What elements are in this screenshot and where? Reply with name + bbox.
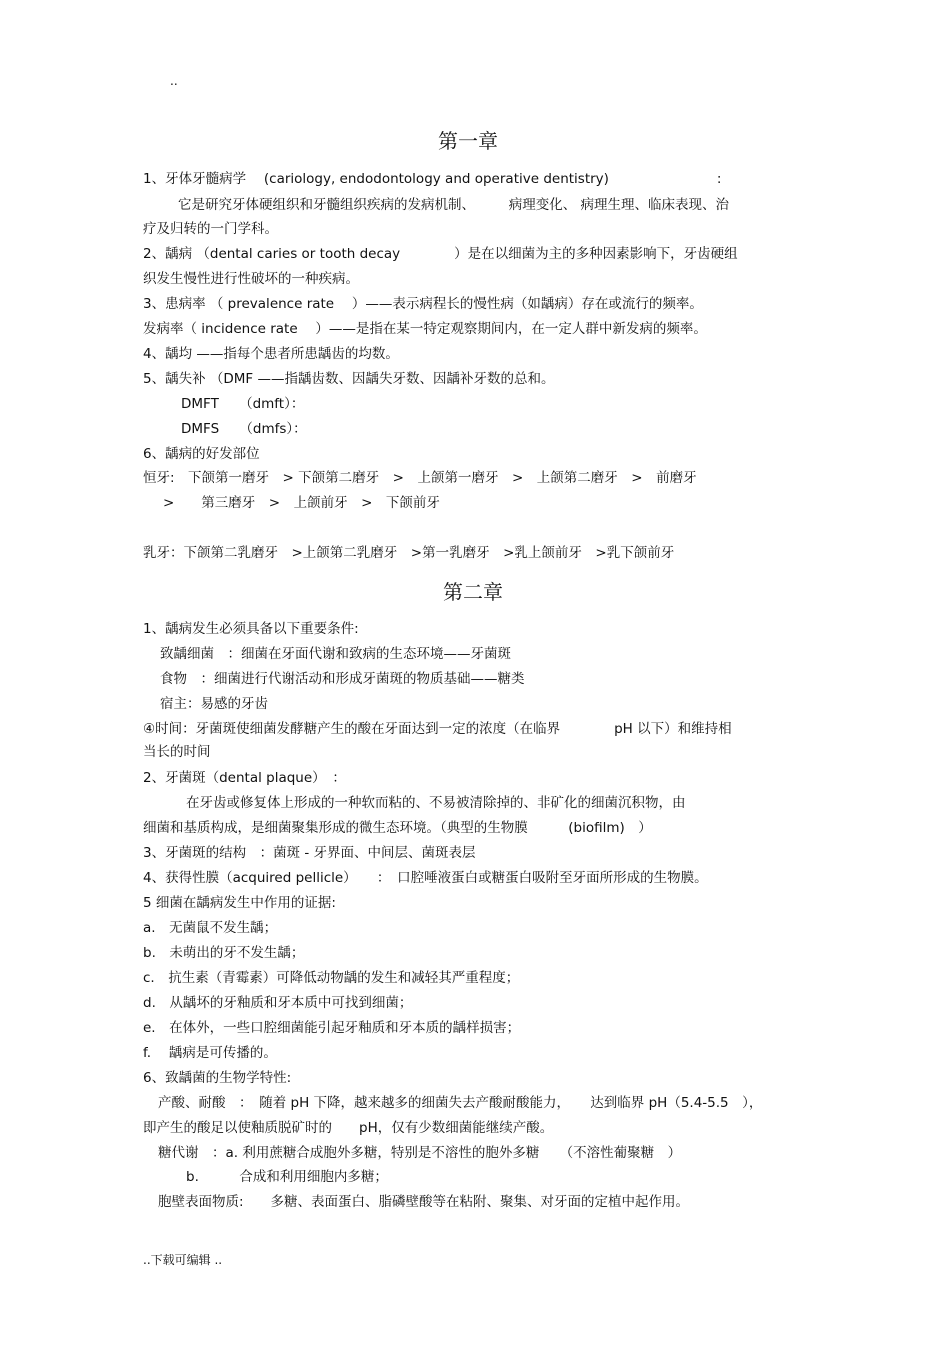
footer-text: ..下载可编辑 .. [143, 1253, 223, 1267]
ch2-line-22: 糖代谢 ：a. 利用蔗糖合成胞外多糖，特别是不溶性的胞外多糖 （不溶性葡聚糖 ） [158, 1145, 682, 1161]
ch2-line-9: 细菌和基质构成，是细菌聚集形成的微生态环境。（典型的生物膜 (biofilm) ） [143, 820, 652, 836]
ch2-line-1: 1、龋病发生必须具备以下重要条件: [143, 621, 359, 637]
ch2-line-13: a. 无菌鼠不发生龋； [143, 920, 278, 936]
ch2-line-14: b. 未萌出的牙不发生龋； [143, 945, 305, 961]
ch2-line-3: 食物 ：细菌进行代谢活动和形成牙菌斑的物质基础——糖类 [160, 671, 525, 687]
ch2-line-12: 5 细菌在龋病发生中作用的证据: [143, 895, 336, 911]
chapter-2-title: 第二章 [443, 580, 503, 604]
ch2-line-24: 胞壁表面物质: 多糖、表面蛋白、脂磷壁酸等在粘附、聚集、对牙面的定植中起作用。 [158, 1194, 690, 1210]
ch1-line-9: 5、龋失补 （DMF ——指龋齿数、因龋失牙数、因龋补牙数的总和。 [143, 371, 555, 387]
ch2-line-5: ④时间：牙菌斑使细菌发酵糖产生的酸在牙面达到一定的浓度（在临界 pH 以下）和维持相 [143, 721, 732, 737]
ch2-line-6: 当长的时间 [143, 744, 211, 760]
ch2-line-18: f. 龋病是可传播的。 [143, 1045, 277, 1061]
ch1-line-5: 织发生慢性进行性破坏的一种疾病。 [143, 271, 359, 287]
ch2-line-17: e. 在体外，一些口腔细菌能引起牙釉质和牙本质的龋样损害； [143, 1020, 521, 1036]
ch1-line-6: 3、患病率 （ prevalence rate ）——表示病程长的慢性病（如龋病）存在或流行的频率。 [143, 296, 703, 312]
ch2-line-19: 6、致龋菌的生物学特性: [143, 1070, 292, 1086]
header-mark: .. [170, 74, 178, 88]
ch2-line-21: 即产生的酸足以使釉质脱矿时的 pH，仅有少数细菌能继续产酸。 [143, 1120, 554, 1136]
ch2-line-2: 致龋细菌 ：细菌在牙面代谢和致病的生态环境——牙菌斑 [160, 646, 511, 662]
ch1-line-7: 发病率（ incidence rate ）——是指在某一特定观察期间内，在一定人群中新发病的频率。 [143, 321, 707, 337]
chapter-1-title: 第一章 [438, 129, 498, 153]
ch2-line-15: c. 抗生素（青霉素）可降低动物龋的发生和减轻其严重程度； [143, 970, 520, 986]
ch1-line-14: > 第三磨牙 > 上颌前牙 > 下颌前牙 [163, 495, 440, 511]
ch2-line-16: d. 从龋坏的牙釉质和牙本质中可找到细菌； [143, 995, 413, 1011]
ch1-line-3: 疗及归转的一门学科。 [143, 221, 278, 237]
ch1-line-2: 它是研究牙体硬组织和牙髓组织疾病的发病机制、 病理变化、 病理生理、临床表现、治 [178, 197, 730, 213]
ch1-line-10: DMFT （dmft）： [181, 396, 305, 412]
ch2-line-23: b. 合成和利用细胞内多糖； [186, 1169, 388, 1185]
ch2-line-20: 产酸、耐酸 ： 随着 pH 下降，越来越多的细菌失去产酸耐酸能力， 达到临界 pH（5.4-5.5 ）， [158, 1095, 763, 1111]
ch2-line-10: 3、牙菌斑的结构 ：菌斑 - 牙界面、中间层、菌斑表层 [143, 845, 476, 861]
ch1-line-15: 乳牙：下颌第二乳磨牙 >上颌第二乳磨牙 >第一乳磨牙 >乳上颌前牙 >乳下颌前牙 [143, 545, 675, 561]
ch1-line-8: 4、龋均 ——指每个患者所患龋齿的均数。 [143, 346, 399, 362]
ch1-line-13: 恒牙: 下颌第一磨牙 > 下颌第二磨牙 > 上颌第一磨牙 > 上颌第二磨牙 > 前磨牙 [143, 470, 697, 486]
ch1-line-11: DMFS （dmfs）： [181, 421, 307, 437]
ch2-line-4: 宿主：易感的牙齿 [160, 696, 268, 712]
ch1-line-12: 6、龋病的好发部位 [143, 446, 260, 462]
ch1-line-1: 1、牙体牙髓病学 (cariology, endodontology and operative dentistry) : [143, 171, 722, 187]
ch2-line-8: 在牙齿或修复体上形成的一种软而粘的、不易被清除掉的、非矿化的细菌沉积物，由 [186, 795, 686, 811]
ch1-line-4: 2、龋病 （dental caries or tooth decay ）是在以细菌为主的多种因素影响下，牙齿硬组 [143, 246, 738, 262]
ch2-line-7: 2、牙菌斑（dental plaque） ： [143, 770, 346, 786]
ch2-line-11: 4、获得性膜（acquired pellicle） ： 口腔唾液蛋白或糖蛋白吸附至牙面所形成的生物膜。 [143, 870, 708, 886]
